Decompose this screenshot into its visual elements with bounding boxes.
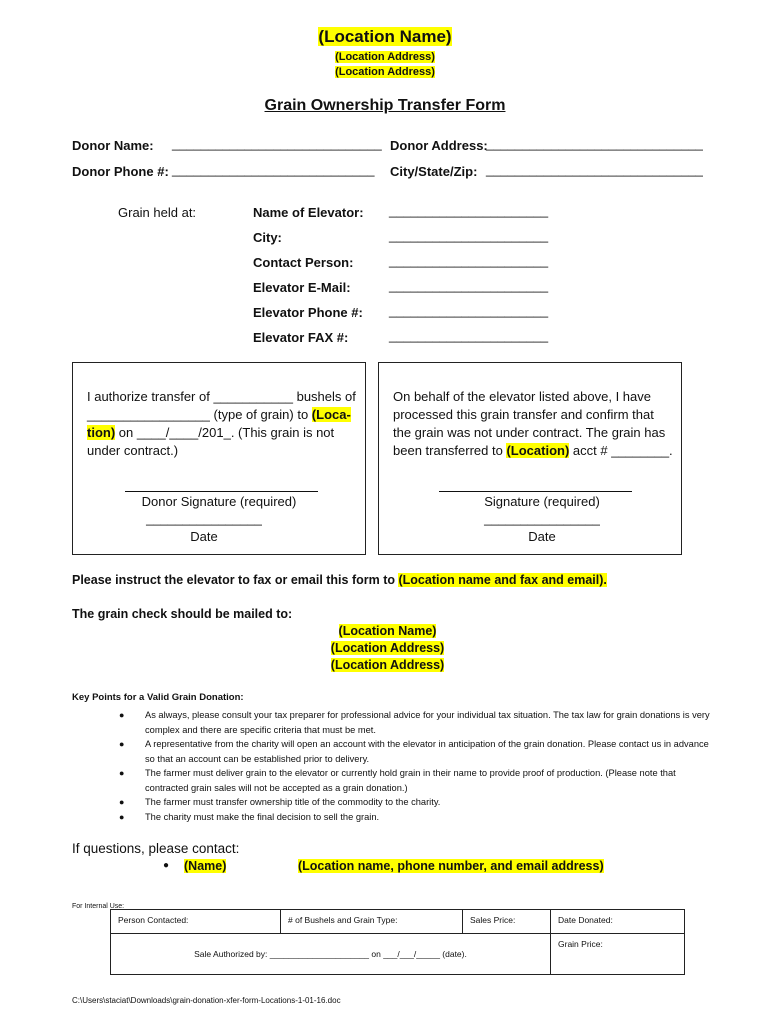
elev-line-1: On behalf of the elevator listed above, I have: [393, 389, 652, 404]
elev-line-4a: been transferred to: [393, 443, 507, 458]
elevator-confirmation-box: [378, 362, 682, 555]
address-2-text: (Location Address): [335, 66, 435, 78]
auth-line-4: under contract.): [87, 443, 179, 458]
mail-location-address-1: [0, 641, 770, 655]
auth-location-highlight-2: tion): [87, 425, 116, 440]
key-point-text: The farmer must transfer ownership title of the commodity to the charity.: [145, 797, 441, 807]
elevator-fax-label: Elevator FAX #:: [253, 330, 349, 345]
bushels-grain-type-cell[interactable]: # of Bushels and Grain Type:: [281, 910, 463, 934]
key-points-title: Key Points for a Valid Grain Donation:: [72, 692, 244, 703]
elevator-signature-line[interactable]: [439, 491, 632, 492]
elevator-phone-field[interactable]: ______________________: [389, 303, 549, 318]
key-point-text: As always, please consult your tax preparer for professional advice for your individual tax situation. The tax law for grain donations is very complex and there are specific criteria that must be met.: [145, 710, 710, 735]
person-contacted-cell[interactable]: Person Contacted:: [111, 910, 281, 934]
bullet-icon: ●: [119, 710, 125, 720]
authorization-text: [87, 388, 359, 460]
location-address-line-2: [0, 66, 770, 78]
contact-label: If questions, please contact:: [72, 841, 240, 856]
donor-address-label: Donor Address:: [390, 138, 488, 153]
key-point-text: The charity must make the final decision to sell the grain.: [145, 811, 380, 822]
donor-phone-field[interactable]: ____________________________: [172, 162, 375, 177]
key-point-item: [72, 737, 712, 766]
grain-held-label: Grain held at:: [118, 205, 197, 220]
donor-authorization-box: [72, 362, 366, 555]
key-point-item: [72, 766, 712, 795]
contact-details: [298, 859, 604, 873]
donor-name-label: Donor Name:: [72, 138, 154, 153]
elevator-city-field[interactable]: ______________________: [389, 228, 549, 243]
city-state-zip-label: City/State/Zip:: [390, 164, 478, 179]
auth-line-2: [87, 406, 359, 424]
key-point-text: The farmer must deliver grain to the elevator or currently hold grain in their name to provide proof of production. (Please note that contracted grain sales will not be accepted as a grain donation.): [145, 768, 676, 793]
key-point-text: A representative from the charity will open an account with the elevator in anticipation of the grain donation. Please contact us in advance so that an account can be established prior to delivery.: [145, 739, 709, 764]
internal-use-table: [110, 909, 685, 975]
bullet-icon: ●: [119, 739, 125, 749]
elev-location-highlight: (Location): [506, 443, 570, 458]
key-point-item: [72, 810, 712, 825]
elev-line-2: processed this grain transfer and confirm that: [393, 407, 654, 422]
elev-acct-text: acct # ________.: [569, 443, 673, 458]
bullet-icon: ●: [119, 768, 125, 778]
form-title: Grain Ownership Transfer Form: [264, 97, 506, 114]
elevator-date-line[interactable]: ________________: [484, 511, 600, 526]
contact-name-text: (Name): [184, 859, 227, 873]
auth-location-highlight: (Loca-: [311, 407, 351, 422]
location-name-heading: [0, 27, 770, 47]
elevator-name-field[interactable]: ______________________: [389, 203, 549, 218]
grain-price-cell[interactable]: Grain Price:: [551, 934, 685, 975]
mail-location-name: [0, 624, 770, 638]
donor-date-line[interactable]: ________________: [146, 511, 262, 526]
donor-signature-line[interactable]: [125, 491, 318, 492]
key-point-item: [72, 708, 712, 737]
elevator-name-label: Name of Elevator:: [253, 205, 364, 220]
sale-authorized-cell[interactable]: Sale Authorized by: _____________________ on ___/___/_____ (date).: [111, 934, 551, 975]
instruction-text: Please instruct the elevator to fax or email this form to: [72, 573, 399, 587]
elevator-date-label: Date: [528, 529, 556, 544]
contact-person-label: Contact Person:: [253, 255, 354, 270]
instruction-highlight: (Location name and fax and email).: [398, 573, 607, 587]
elevator-email-label: Elevator E-Mail:: [253, 280, 351, 295]
elevator-city-label: City:: [253, 230, 282, 245]
key-point-item: [72, 795, 712, 810]
sales-price-cell[interactable]: Sales Price:: [463, 910, 551, 934]
bullet-icon: ●: [119, 797, 125, 807]
donor-signature-label: Donor Signature (required): [141, 494, 297, 509]
auth-line-3: [87, 424, 359, 442]
contact-bullet-icon: ●: [163, 860, 170, 871]
donor-name-field[interactable]: _____________________________: [172, 136, 382, 151]
donor-phone-label: Donor Phone #:: [72, 164, 169, 179]
location-address-line-1: [0, 51, 770, 63]
mail-addr2-text: (Location Address): [330, 658, 445, 672]
address-1-text: (Location Address): [335, 51, 435, 63]
mail-location-address-2: [0, 658, 770, 672]
fax-email-instruction: [72, 573, 607, 587]
key-points-list: [72, 708, 712, 824]
donor-address-field[interactable]: ______________________________: [486, 136, 703, 151]
elevator-confirmation-text: [393, 388, 677, 460]
elevator-email-field[interactable]: ______________________: [389, 278, 549, 293]
mail-to-label: The grain check should be mailed to:: [72, 607, 293, 621]
elevator-signature-label: Signature (required): [484, 494, 600, 509]
elevator-phone-label: Elevator Phone #:: [253, 305, 363, 320]
donor-date-label: Date: [190, 529, 218, 544]
auth-line-1: I authorize transfer of ___________ bushels of: [87, 389, 356, 404]
mail-name-text: (Location Name): [338, 624, 437, 638]
date-donated-cell[interactable]: Date Donated:: [551, 910, 685, 934]
location-name-text: (Location Name): [318, 27, 452, 46]
file-path-footer: C:\Users\staciat\Downloads\grain-donation-xfer-form-Locations-1-01-16.doc: [72, 996, 341, 1005]
auth-line-3b: on ____/____/201_. (This grain is not: [115, 425, 335, 440]
internal-use-label: For Internal Use:: [72, 903, 125, 910]
bullet-icon: ●: [119, 811, 125, 822]
mail-addr1-text: (Location Address): [330, 641, 445, 655]
contact-details-text: (Location name, phone number, and email address): [298, 859, 604, 873]
auth-line-2a: _________________ (type of grain) to: [87, 407, 312, 422]
elevator-fax-field[interactable]: ______________________: [389, 328, 549, 343]
contact-person-field[interactable]: ______________________: [389, 253, 549, 268]
city-state-zip-field[interactable]: ______________________________: [486, 162, 703, 177]
contact-name: [184, 859, 226, 873]
elev-line-3: the grain was not under contract. The grain has: [393, 425, 666, 440]
elev-line-4: [393, 442, 677, 460]
